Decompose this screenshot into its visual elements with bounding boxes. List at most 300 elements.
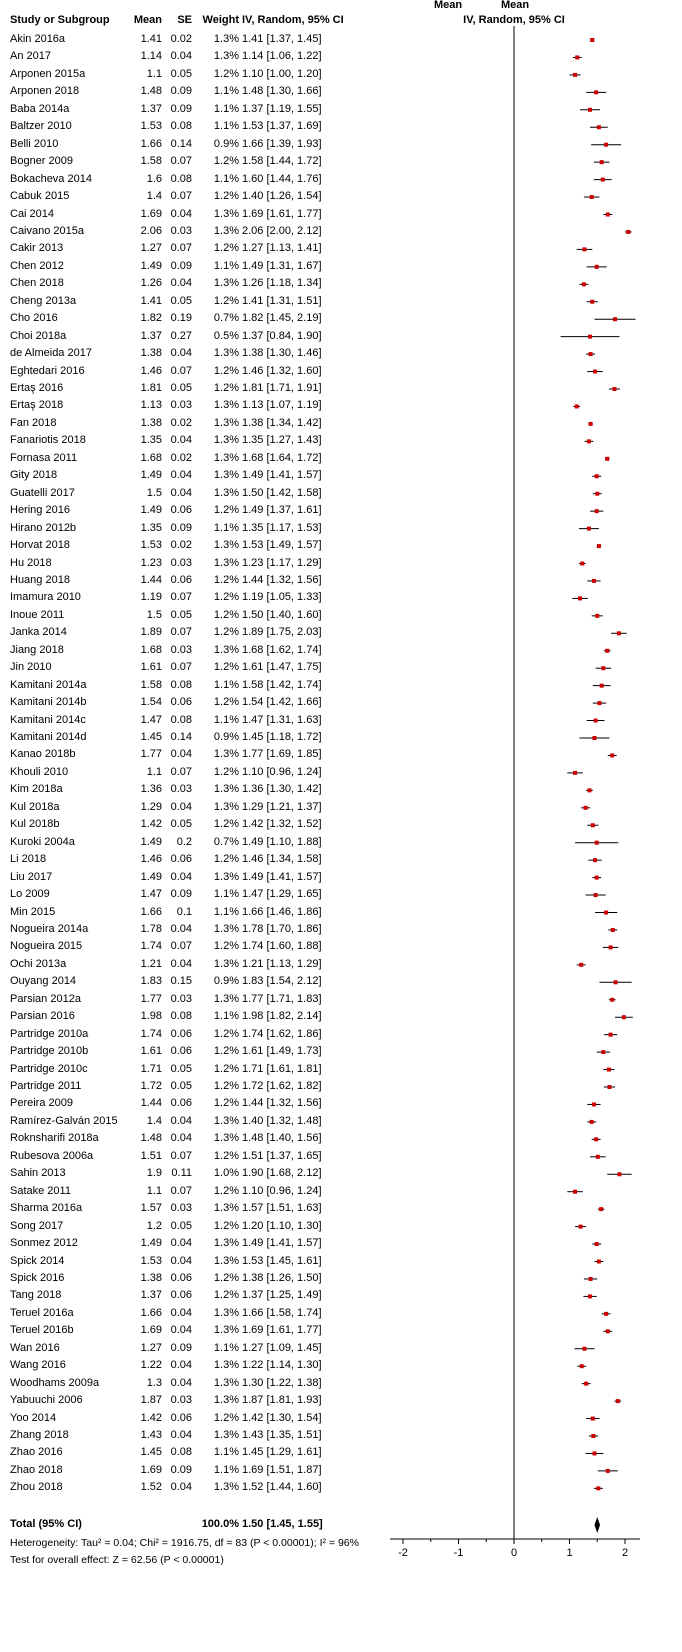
estimate-marker (600, 684, 604, 688)
estimate-marker (607, 1068, 611, 1072)
study-weight: 1.3% (213, 922, 239, 935)
study-weight: 1.3% (213, 556, 239, 569)
study-se: 0.09 (170, 521, 192, 534)
study-mean: 1.4 (146, 1114, 162, 1127)
study-name: Kamitani 2014b (10, 696, 87, 709)
estimate-marker (595, 492, 599, 496)
study-ci: 1.49 [1.37, 1.61] (242, 504, 322, 517)
study-mean: 1.44 (140, 1097, 162, 1110)
estimate-marker (607, 1085, 611, 1089)
study-weight: 1.1% (213, 172, 239, 185)
study-name: Wang 2016 (10, 1359, 66, 1372)
estimate-marker (589, 422, 593, 426)
study-name: Rubesova 2006a (10, 1149, 94, 1162)
study-mean: 1.6 (146, 172, 162, 185)
estimate-marker (596, 1155, 600, 1159)
estimate-marker (588, 108, 592, 112)
study-mean: 1.89 (140, 626, 162, 639)
study-name: Yabuuchi 2006 (10, 1394, 83, 1407)
study-mean: 1.54 (140, 696, 162, 709)
study-mean: 1.46 (140, 364, 162, 377)
study-name: Janka 2014 (10, 626, 67, 639)
study-ci: 1.47 [1.31, 1.63] (242, 713, 322, 726)
study-se: 0.04 (170, 486, 192, 499)
estimate-marker (594, 90, 598, 94)
study-mean: 1.53 (140, 1254, 162, 1267)
study-ci: 1.38 [1.30, 1.46] (242, 347, 322, 360)
study-mean: 1.49 (140, 870, 162, 883)
estimate-marker (591, 823, 595, 827)
study-se: 0.09 (170, 888, 192, 901)
study-weight: 1.2% (213, 504, 239, 517)
estimate-marker (599, 1207, 603, 1211)
study-mean: 1.9 (146, 1167, 162, 1180)
study-ci: 1.20 [1.10, 1.30] (242, 1219, 322, 1232)
study-mean: 1.81 (140, 382, 162, 394)
study-weight: 1.1% (213, 1463, 239, 1476)
study-weight: 1.1% (213, 1341, 239, 1354)
study-weight: 1.3% (213, 1429, 239, 1441)
study-se: 0.08 (170, 120, 192, 133)
study-weight: 1.3% (213, 224, 239, 237)
study-weight: 1.3% (213, 50, 239, 63)
study-name: Spick 2014 (10, 1254, 65, 1267)
study-mean: 1.53 (140, 120, 162, 133)
study-weight: 1.3% (213, 33, 239, 45)
estimate-marker (595, 876, 599, 880)
study-se: 0.02 (170, 33, 192, 45)
study-mean: 1.87 (140, 1394, 162, 1407)
overall-effect-text: Test for overall effect: Z = 62.56 (P < 0.00001) (10, 1554, 224, 1566)
study-weight: 1.2% (213, 190, 239, 203)
estimate-marker (587, 788, 591, 792)
study-weight: 1.2% (213, 1411, 239, 1424)
study-name: Arponen 2015a (10, 67, 86, 80)
study-ci: 1.74 [1.62, 1.86] (242, 1027, 322, 1040)
study-mean: 1.4 (146, 190, 162, 203)
study-mean: 1.77 (140, 992, 162, 1005)
estimate-marker (595, 509, 599, 513)
estimate-marker (578, 596, 582, 600)
study-mean: 1.41 (140, 33, 162, 45)
study-name: Ertaş 2016 (10, 382, 64, 394)
study-ci: 1.45 [1.18, 1.72] (242, 731, 322, 743)
study-ci: 1.49 [1.10, 1.88] (242, 835, 322, 848)
study-ci: 1.10 [0.96, 1.24] (242, 765, 322, 778)
study-name: Sonmez 2012 (10, 1237, 78, 1250)
study-se: 0.09 (170, 1341, 192, 1354)
study-se: 0.03 (170, 1202, 192, 1215)
estimate-marker (595, 614, 599, 618)
study-ci: 1.29 [1.21, 1.37] (242, 800, 322, 813)
estimate-marker (573, 73, 577, 77)
study-ci: 2.06 [2.00, 2.12] (242, 224, 322, 237)
study-se: 0.04 (170, 1237, 192, 1250)
study-name: Eghtedari 2016 (10, 364, 85, 377)
estimate-marker (616, 1399, 620, 1403)
study-ci: 1.48 [1.40, 1.56] (242, 1132, 322, 1145)
study-se: 0.08 (170, 1446, 192, 1459)
study-se: 0.06 (170, 1097, 192, 1110)
study-ci: 1.41 [1.37, 1.45] (242, 33, 322, 45)
study-name: Zhao 2018 (10, 1463, 63, 1476)
study-ci: 1.82 [1.45, 2.19] (242, 312, 322, 325)
study-mean: 1.78 (140, 922, 162, 935)
study-mean: 1.38 (140, 1271, 162, 1284)
estimate-marker (592, 1451, 596, 1455)
study-se: 0.04 (170, 1254, 192, 1267)
study-se: 0.03 (170, 992, 192, 1005)
study-ci: 1.42 [1.30, 1.54] (242, 1411, 322, 1424)
study-weight: 1.3% (213, 1202, 239, 1215)
study-se: 0.06 (170, 1411, 192, 1424)
study-ci: 1.72 [1.62, 1.82] (242, 1080, 322, 1092)
estimate-marker (604, 1312, 608, 1316)
study-ci: 1.38 [1.26, 1.50] (242, 1271, 322, 1284)
study-se: 0.02 (170, 539, 192, 552)
study-weight: 1.3% (213, 486, 239, 499)
study-mean: 1.19 (140, 591, 162, 604)
study-ci: 1.27 [1.13, 1.41] (242, 242, 322, 255)
study-se: 0.04 (170, 50, 192, 63)
study-name: Hering 2016 (10, 504, 70, 517)
study-name: Kamitani 2014d (10, 731, 87, 743)
study-ci: 1.10 [0.96, 1.24] (242, 1184, 322, 1197)
study-name: Yoo 2014 (10, 1411, 57, 1424)
x-tick-label: 0 (510, 1547, 518, 1559)
study-ci: 1.42 [1.32, 1.52] (242, 818, 322, 831)
study-name: Kul 2018a (10, 800, 60, 813)
study-name: Cabuk 2015 (10, 190, 70, 203)
study-weight: 1.1% (213, 521, 239, 534)
study-mean: 1.68 (140, 643, 162, 656)
study-ci: 1.77 [1.69, 1.85] (242, 748, 322, 761)
estimate-marker (589, 1277, 593, 1281)
study-mean: 1.45 (140, 731, 162, 743)
estimate-marker (601, 1050, 605, 1054)
study-name: Partridge 2010a (10, 1027, 89, 1040)
heterogeneity-text: Heterogeneity: Tau² = 0.04; Chi² = 1916.75, df = 83 (P < 0.00001); I² = 96% (10, 1537, 359, 1549)
study-weight: 1.2% (213, 1289, 239, 1302)
x-tick-label: 2 (621, 1547, 629, 1559)
study-weight: 1.1% (213, 85, 239, 98)
study-se: 0.05 (170, 67, 192, 80)
study-weight: 1.3% (213, 643, 239, 656)
study-name: Jiang 2018 (10, 643, 64, 656)
study-weight: 1.2% (213, 1184, 239, 1197)
estimate-marker (582, 1347, 586, 1351)
study-se: 0.05 (170, 608, 192, 621)
study-ci: 1.53 [1.45, 1.61] (242, 1254, 322, 1267)
study-se: 0.06 (170, 573, 192, 586)
study-ci: 1.47 [1.29, 1.65] (242, 888, 322, 901)
study-ci: 1.46 [1.34, 1.58] (242, 853, 322, 866)
study-weight: 1.3% (213, 347, 239, 360)
study-se: 0.19 (170, 312, 192, 325)
study-mean: 1.37 (140, 1289, 162, 1302)
study-se: 0.07 (170, 940, 192, 953)
study-weight: 1.2% (213, 591, 239, 604)
study-name: Kuroki 2004a (10, 835, 75, 848)
study-ci: 1.45 [1.29, 1.61] (242, 1446, 322, 1459)
study-mean: 1.23 (140, 556, 162, 569)
estimate-marker (612, 387, 616, 391)
study-ci: 1.57 [1.51, 1.63] (242, 1202, 322, 1215)
estimate-marker (587, 527, 591, 531)
x-tick-label: 1 (566, 1547, 573, 1559)
study-se: 0.06 (170, 504, 192, 517)
estimate-marker (626, 230, 630, 234)
study-ci: 1.27 [1.09, 1.45] (242, 1341, 322, 1354)
study-ci: 1.98 [1.82, 2.14] (242, 1010, 322, 1023)
study-ci: 1.78 [1.70, 1.86] (242, 922, 322, 935)
study-se: 0.09 (170, 259, 192, 272)
study-se: 0.04 (170, 1324, 192, 1337)
study-weight: 1.2% (213, 242, 239, 255)
study-ci: 1.53 [1.37, 1.69] (242, 120, 322, 133)
study-mean: 1.53 (140, 539, 162, 552)
study-se: 0.07 (170, 591, 192, 604)
study-name: Teruel 2016a (10, 1306, 74, 1319)
study-ci: 1.21 [1.13, 1.29] (242, 957, 322, 970)
study-ci: 1.38 [1.34, 1.42] (242, 416, 322, 429)
study-name: Caivano 2015a (10, 224, 85, 237)
study-weight: 1.2% (213, 1149, 239, 1162)
study-se: 0.04 (170, 1306, 192, 1319)
study-se: 0.14 (170, 137, 192, 150)
study-mean: 1.47 (140, 713, 162, 726)
weight-column-header: Weight (202, 14, 239, 26)
study-se: 0.03 (170, 399, 192, 412)
study-weight: 1.3% (213, 469, 239, 482)
study-ci: 1.40 [1.26, 1.54] (242, 190, 322, 203)
study-mean: 1.49 (140, 504, 162, 517)
study-mean: 1.49 (140, 469, 162, 482)
estimate-marker (594, 1137, 598, 1141)
estimate-marker (588, 335, 592, 339)
estimate-marker (597, 701, 601, 705)
study-se: 0.04 (170, 1376, 192, 1389)
study-weight: 0.9% (213, 975, 239, 988)
study-mean: 1.52 (140, 1481, 162, 1494)
study-se: 0.06 (170, 1045, 192, 1058)
study-se: 0.07 (170, 242, 192, 255)
estimate-marker (573, 1190, 577, 1194)
study-se: 0.03 (170, 643, 192, 656)
study-name: Liu 2017 (10, 870, 53, 883)
study-weight: 1.3% (213, 416, 239, 429)
study-mean: 1.82 (140, 312, 162, 325)
mean-header-right: Mean (500, 0, 530, 11)
study-se: 0.07 (170, 626, 192, 639)
study-weight: 1.2% (213, 818, 239, 831)
study-se: 0.05 (170, 818, 192, 831)
study-weight: 1.2% (213, 608, 239, 621)
study-weight: 1.2% (213, 382, 239, 394)
study-weight: 1.2% (213, 661, 239, 674)
study-name: Parsian 2016 (10, 1010, 75, 1023)
total-label: Total (95% CI) (10, 1518, 82, 1530)
study-name: Kamitani 2014c (10, 713, 86, 726)
estimate-marker (579, 1225, 583, 1229)
study-ci: 1.58 [1.44, 1.72] (242, 155, 322, 168)
study-ci: 1.49 [1.41, 1.57] (242, 1237, 322, 1250)
study-weight: 1.2% (213, 1062, 239, 1075)
study-ci: 1.10 [1.00, 1.20] (242, 67, 322, 80)
estimate-marker (592, 736, 596, 740)
study-se: 0.05 (170, 1080, 192, 1092)
study-ci: 1.49 [1.41, 1.57] (242, 870, 322, 883)
study-se: 0.05 (170, 294, 192, 307)
study-name: Cho 2016 (10, 312, 58, 325)
study-ci: 1.61 [1.47, 1.75] (242, 661, 322, 674)
estimate-marker (595, 265, 599, 269)
study-weight: 1.2% (213, 1045, 239, 1058)
estimate-marker (597, 544, 601, 548)
study-se: 0.08 (170, 1010, 192, 1023)
estimate-marker (622, 1015, 626, 1019)
study-weight: 1.3% (213, 1481, 239, 1494)
study-ci: 1.69 [1.61, 1.77] (242, 1324, 322, 1337)
study-name: Cakir 2013 (10, 242, 64, 255)
study-weight: 1.3% (213, 539, 239, 552)
study-mean: 2.06 (140, 224, 162, 237)
study-name: Roknsharifi 2018a (10, 1132, 99, 1145)
study-ci: 1.90 [1.68, 2.12] (242, 1167, 322, 1180)
study-name: Bokacheva 2014 (10, 172, 92, 185)
estimate-marker (606, 1329, 610, 1333)
study-weight: 1.3% (213, 800, 239, 813)
pooled-diamond (594, 1517, 600, 1533)
study-se: 0.1 (176, 905, 192, 918)
estimate-marker (596, 1486, 600, 1490)
study-weight: 1.3% (213, 1237, 239, 1250)
estimate-marker (582, 247, 586, 251)
estimate-marker (592, 579, 596, 583)
study-name: de Almeida 2017 (10, 347, 92, 360)
study-mean: 1.83 (140, 975, 162, 988)
study-weight: 1.3% (213, 207, 239, 220)
study-name: Chen 2018 (10, 277, 64, 290)
study-mean: 1.35 (140, 434, 162, 447)
study-ci: 1.43 [1.35, 1.51] (242, 1429, 322, 1441)
study-ci: 1.49 [1.41, 1.57] (242, 469, 322, 482)
study-se: 0.08 (170, 172, 192, 185)
study-weight: 1.3% (213, 1254, 239, 1267)
estimate-marker (597, 125, 601, 129)
study-mean: 1.26 (140, 277, 162, 290)
estimate-marker (601, 178, 605, 182)
study-name: Imamura 2010 (10, 591, 81, 604)
study-name: Fornasa 2011 (10, 451, 78, 464)
study-se: 0.15 (170, 975, 192, 988)
study-mean: 1.37 (140, 102, 162, 115)
estimate-marker (584, 806, 588, 810)
ci-column-header: IV, Random, 95% CI (242, 14, 344, 26)
study-weight: 1.2% (213, 853, 239, 866)
estimate-marker (582, 282, 586, 286)
study-name: Fanariotis 2018 (10, 434, 86, 447)
study-se: 0.02 (170, 451, 192, 464)
study-weight: 1.1% (213, 678, 239, 691)
study-name: Cai 2014 (10, 207, 55, 220)
study-ci: 1.89 [1.75, 2.03] (242, 626, 322, 639)
estimate-marker (592, 1102, 596, 1106)
study-se: 0.14 (170, 731, 192, 743)
study-ci: 1.48 [1.30, 1.66] (242, 85, 322, 98)
study-name: Guatelli 2017 (10, 486, 75, 499)
study-mean: 1.44 (140, 573, 162, 586)
study-weight: 1.3% (213, 992, 239, 1005)
study-ci: 1.68 [1.62, 1.74] (242, 643, 322, 656)
study-weight: 1.3% (213, 870, 239, 883)
study-ci: 1.40 [1.32, 1.48] (242, 1114, 322, 1127)
study-ci: 1.46 [1.32, 1.60] (242, 364, 322, 377)
study-name: Hu 2018 (10, 556, 52, 569)
study-weight: 1.1% (213, 102, 239, 115)
estimate-marker (594, 719, 598, 723)
estimate-marker (590, 195, 594, 199)
estimate-marker (617, 1172, 621, 1176)
study-ci: 1.53 [1.49, 1.57] (242, 539, 322, 552)
study-se: 0.04 (170, 469, 192, 482)
estimate-marker (605, 457, 609, 461)
study-weight: 1.2% (213, 696, 239, 709)
study-se: 0.04 (170, 347, 192, 360)
study-weight: 1.2% (213, 765, 239, 778)
study-name: Parsian 2012a (10, 992, 81, 1005)
se-column-header: SE (177, 14, 192, 26)
study-weight: 0.5% (213, 329, 239, 342)
estimate-marker (601, 666, 605, 670)
study-name: Kamitani 2014a (10, 678, 87, 691)
study-weight: 1.3% (213, 1306, 239, 1319)
study-mean: 1.51 (140, 1149, 162, 1162)
study-name: Woodhams 2009a (10, 1376, 100, 1389)
study-weight: 1.3% (213, 1324, 239, 1337)
study-mean: 1.41 (140, 294, 162, 307)
study-ci: 1.37 [0.84, 1.90] (242, 329, 322, 342)
study-se: 0.03 (170, 224, 192, 237)
study-se: 0.04 (170, 434, 192, 447)
study-ci: 1.26 [1.18, 1.34] (242, 277, 322, 290)
study-mean: 1.1 (146, 765, 162, 778)
study-ci: 1.69 [1.51, 1.87] (242, 1463, 322, 1476)
study-mean: 1.22 (140, 1359, 162, 1372)
study-column-header: Study or Subgroup (10, 14, 110, 26)
estimate-marker (595, 1242, 599, 1246)
study-ci: 1.81 [1.71, 1.91] (242, 382, 322, 394)
study-weight: 1.0% (213, 1167, 239, 1180)
study-weight: 0.9% (213, 731, 239, 743)
study-mean: 1.49 (140, 835, 162, 848)
study-name: Khouli 2010 (10, 765, 69, 778)
estimate-marker (579, 963, 583, 967)
study-se: 0.03 (170, 1394, 192, 1407)
study-weight: 1.1% (213, 888, 239, 901)
estimate-marker (588, 1294, 592, 1298)
study-ci: 1.61 [1.49, 1.73] (242, 1045, 322, 1058)
study-name: Lo 2009 (10, 888, 50, 901)
study-se: 0.08 (170, 678, 192, 691)
study-name: Wan 2016 (10, 1341, 60, 1354)
estimate-marker (606, 1469, 610, 1473)
study-weight: 1.1% (213, 1446, 239, 1459)
study-se: 0.06 (170, 853, 192, 866)
study-se: 0.04 (170, 1132, 192, 1145)
estimate-marker (580, 1364, 584, 1368)
study-se: 0.2 (176, 835, 192, 848)
